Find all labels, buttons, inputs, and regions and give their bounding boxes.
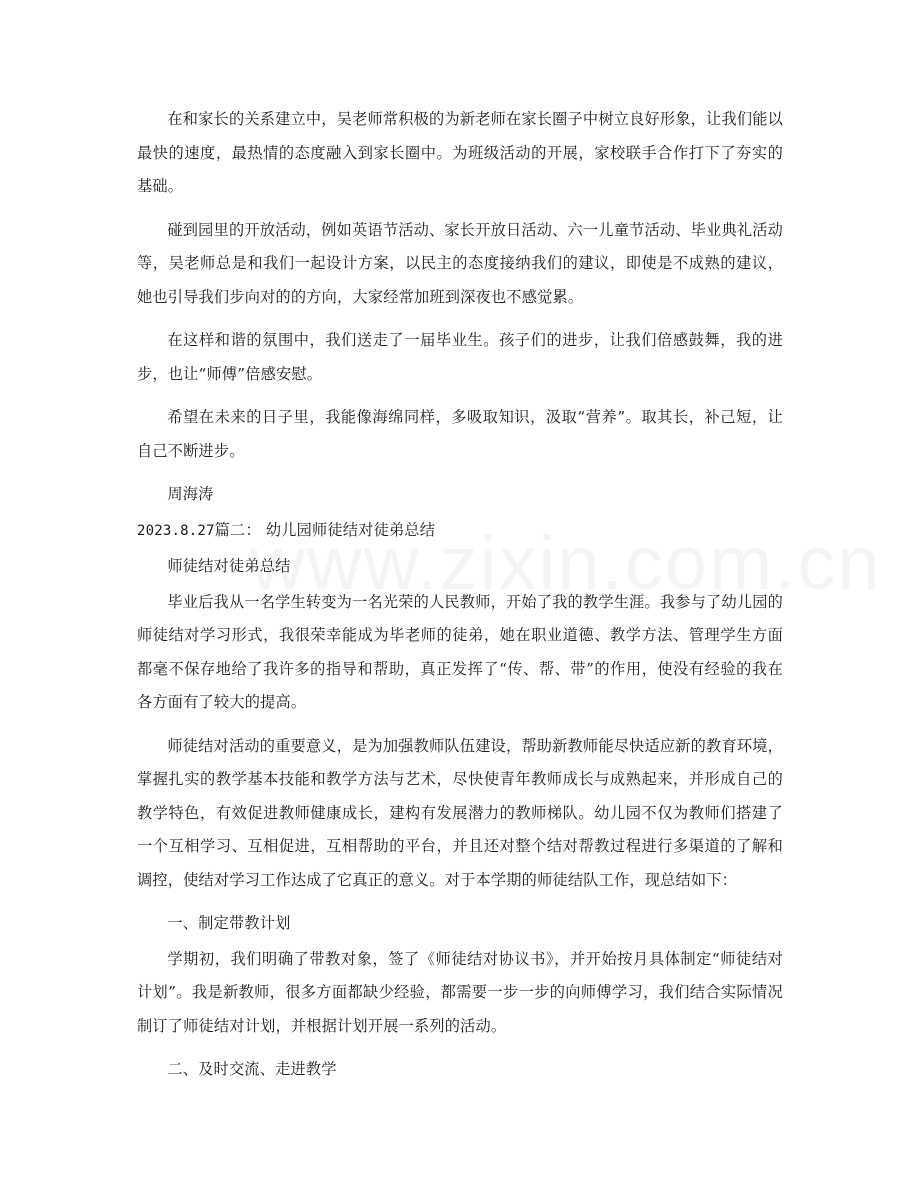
date: 2023.8.27 [137,522,215,539]
date-and-section-title [137,514,783,549]
paragraph-career-start: 毕业后我从一名学生转变为一名光荣的人民教师，开始了我的教学生涯。我参与了幼儿园的师徒结对学习形式，我很荣幸能成为毕老师的徒弟，她在职业道德、教学方法、管理学生方面都毫不保存地给了我许多的指导和帮助，真正发挥了“传、帮、带”的作用，使没有经验的我在各方面有了较大的提高。 [137,592,783,711]
heading-teaching-plan: 一、制定带教计划 [167,914,291,932]
paragraph-significance: 师徒结对活动的重要意义，是为加强教师队伍建设，帮助新教师能尽快适应新的教育环境，掌握扎实的教学基本技能和教学方法与艺术，尽快使青年教师成长与成熟起来，并形成自己的教学特色，有效促进教师健康成长，建构有发展潜力的教师梯队。幼儿园不仅为教师们搭建了一个互相学习、互相促进，互相帮助的平台，并且还对整个结对帮教过程进行多渠道的了解和调控，使结对学习工作达成了它真正的意义。对于本学期的师徒结队工作，现总结如下： [137,736,783,889]
paragraph-graduation: 在这样和谐的氛围中，我们送走了一届毕业生。孩子们的进步，让我们倍感鼓舞，我的进步，也让“师傅”倍感安慰。 [137,331,783,383]
document-body [137,103,783,1087]
signature: 周海涛 [167,485,214,503]
paragraph-plan-details: 学期初，我们明确了带教对象，签了《师徒结对协议书》，并开始按月具体制定“师徒结对计划”。我是新教师，很多方面都缺少经验，都需要一步一步的向师傅学习，我们结合实际情况制订了师徒结对计划，并根据计划开展一系列的活动。 [137,949,783,1035]
section-title: 篇二： 幼儿园师徒结对徒弟总结 [214,520,436,539]
paragraph-hope: 希望在未来的日子里，我能像海绵同样，多吸取知识，汲取“营养”。取其长，补己短，让自己不断进步。 [137,408,783,460]
paragraph-open-activities: 碰到园里的开放活动，例如英语节活动、家长开放日活动、六一儿童节活动、毕业典礼活动等，吴老师总是和我们一起设计方案，以民主的态度接纳我们的建议，即使是不成熟的建议，她也引导我们步向对的的方向，大家经常加班到深夜也不感觉累。 [137,220,783,306]
paragraph-parent-relations: 在和家长的关系建立中，吴老师常积极的为新老师在家长圈子中树立良好形象，让我们能以最快的速度，最热情的态度融入到家长圈中。为班级活动的开展，家校联手合作打下了夯实的基础。 [137,110,783,195]
heading-communication: 二、及时交流、走进教学 [167,1060,337,1078]
subtitle: 师徒结对徒弟总结 [167,557,291,575]
